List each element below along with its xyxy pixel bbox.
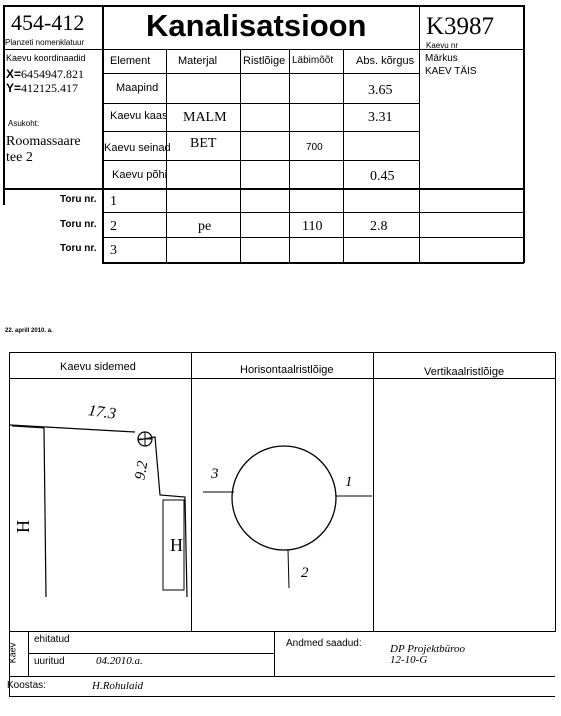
pipe-line-2 xyxy=(288,550,289,588)
coordinate-x-prefix: X= xyxy=(6,67,22,81)
side-label: Kaev xyxy=(7,642,18,664)
sheet-number: 454-412 xyxy=(11,10,85,35)
row-element: Kaevu seinad xyxy=(104,142,171,154)
section-connections: Kaevu sidemed xyxy=(60,361,136,373)
row-height: 0.45 xyxy=(370,169,395,184)
remarks-text: KAEV TÄIS xyxy=(425,66,477,77)
distance-label: 9.2 xyxy=(132,459,152,482)
row-height: 3.31 xyxy=(368,110,393,125)
coordinates-label: Kaevu koordinaadid xyxy=(6,53,86,63)
pipe-nr: 2 xyxy=(110,219,117,234)
surveyed-value: 04.2010.a. xyxy=(96,655,143,667)
pipe-label: Toru nr. xyxy=(60,243,97,254)
built-label: ehitatud xyxy=(34,634,70,645)
data-label: Andmed saadud: xyxy=(286,638,362,649)
data-value: DP Projektbüroo xyxy=(390,643,466,655)
pipe-nr: 1 xyxy=(110,194,117,209)
coordinate-y-value: 412125.417 xyxy=(21,81,79,95)
house-marker: H xyxy=(170,535,183,555)
pipe-number: 1 xyxy=(345,474,353,490)
surveyed-label: uuritud xyxy=(34,656,65,667)
page-title: Kanalisatsioon xyxy=(146,8,367,43)
pipe-number: 2 xyxy=(301,565,309,581)
row-element: Maapind xyxy=(116,82,159,94)
col-header-height: Abs. kõrgus xyxy=(356,55,415,67)
row-element: Kaevu põhi xyxy=(112,169,168,181)
col-header-cross: Ristlõige xyxy=(243,55,286,67)
row-diameter: 700 xyxy=(306,142,323,153)
section-horizontal: Horisontaalristlõige xyxy=(240,364,334,376)
location-label: Asukoht: xyxy=(8,119,40,128)
document-date: 22. aprill 2010. a. xyxy=(5,328,53,334)
pipe-diameter: 110 xyxy=(302,219,323,234)
pipe-material: pe xyxy=(198,219,212,234)
col-header-diameter: Läbimõõt xyxy=(292,55,334,66)
col-header-material: Materjal xyxy=(178,55,218,67)
col-header-element: Element xyxy=(110,55,151,67)
pipe-height: 2.8 xyxy=(370,219,388,234)
well-circle xyxy=(232,446,336,550)
location-line1: Roomassaare xyxy=(6,134,81,149)
house-marker: H xyxy=(13,520,33,533)
compiled-label: Koostas: xyxy=(7,680,46,691)
road-edge xyxy=(44,428,46,597)
remarks-label: Märkus xyxy=(425,53,458,64)
well-label: Kaevu nr xyxy=(426,41,459,50)
sheet-label: Planzeti nomenklatuur xyxy=(5,38,85,47)
distance-label: 17.3 xyxy=(87,402,118,423)
pipe-label: Toru nr. xyxy=(60,219,97,230)
section-vertical: Vertikaalristlõige xyxy=(424,366,505,378)
data-value: 12-10-G xyxy=(390,654,428,666)
location-line2: tee 2 xyxy=(6,150,33,165)
pipe-number: 3 xyxy=(211,466,219,482)
road-edge xyxy=(10,425,135,432)
row-material: MALM xyxy=(183,110,227,125)
coordinate-y-prefix: Y= xyxy=(6,81,22,95)
row-height: 3.65 xyxy=(368,83,393,98)
well-id: K3987 xyxy=(426,13,495,40)
compiled-value: H.Rohulaid xyxy=(92,680,144,692)
pipe-label: Toru nr. xyxy=(60,194,97,205)
row-element: Kaevu kaas xyxy=(110,110,168,122)
coordinate-x-value: 6454947.821 xyxy=(21,67,85,81)
row-material: BET xyxy=(190,136,217,151)
pipe-nr: 3 xyxy=(110,243,117,258)
